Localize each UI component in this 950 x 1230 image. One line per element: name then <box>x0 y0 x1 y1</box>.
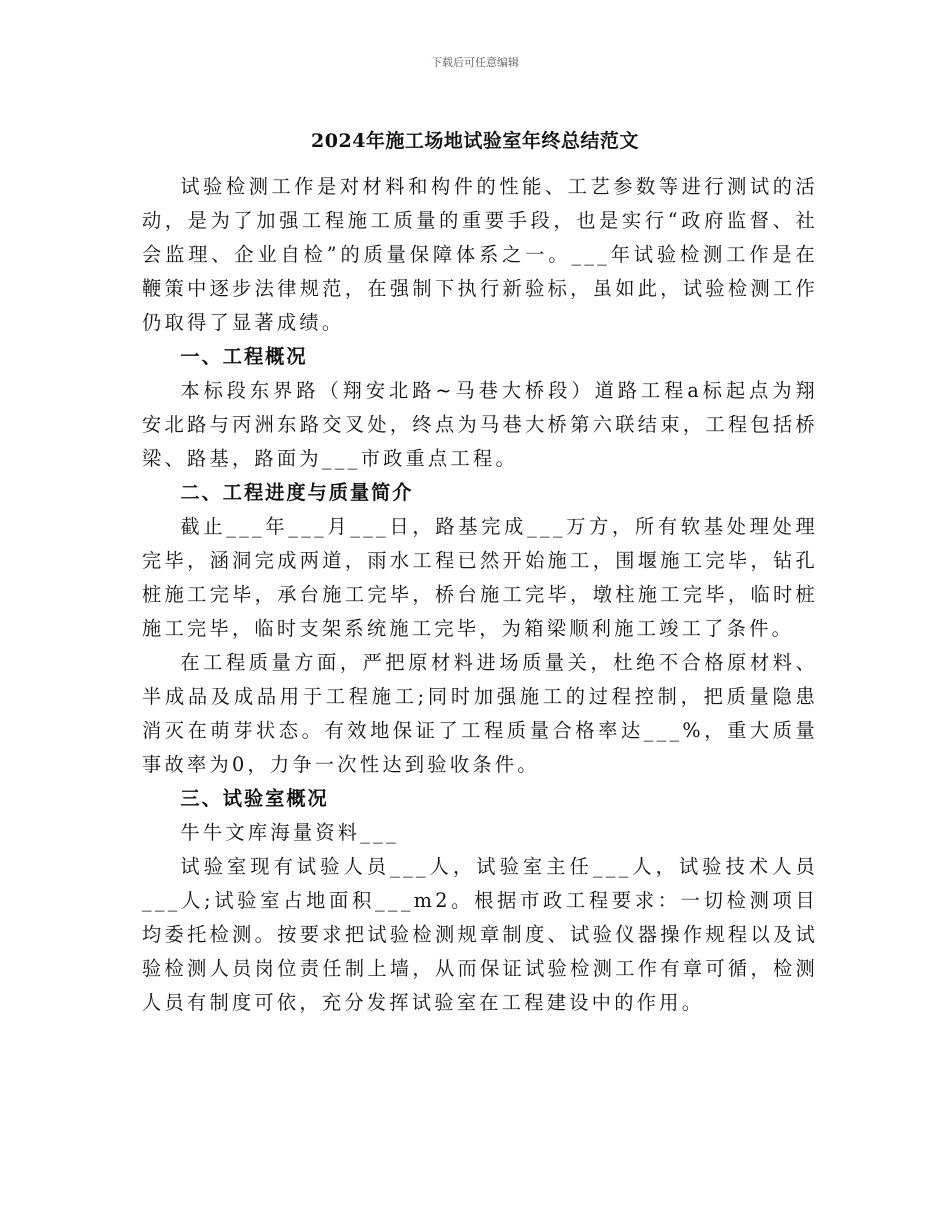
section1-paragraph: 本标段东界路（翔安北路~马巷大桥段）道路工程a标起点为翔安北路与丙洲东路交叉处，终点为马巷大桥第六联结束，工程包括桥梁、路基，路面为___市政重点工程。 <box>142 379 818 470</box>
header-note: 下载后可任意编辑 <box>431 56 519 69</box>
intro-paragraph: 试验检测工作是对材料和构件的性能、工艺参数等进行测试的活动，是为了加强工程施工质量的重要手段，也是实行“政府监督、社会监理、企业自检”的质量保障体系之一。___年试验检测工作是在鞭策中逐步法律规范，在强制下执行新验标，虽如此，试验检测工作仍取得了显著成绩。 <box>142 175 818 334</box>
section3-paragraph-1: 牛牛文库海量资料___ <box>180 821 399 844</box>
document-title: 2024年施工场地试验室年终总结范文 <box>311 130 639 152</box>
section2-paragraph-2: 在工程质量方面，严把原材料进场质量关，杜绝不合格原材料、半成品及成品用于工程施工;同时加强施工的过程控制，把质量隐患消灭在萌芽状态。有效地保证了工程质量合格率达___%，重大质量事故率为0，力争一次性达到验收条件。 <box>142 651 818 776</box>
section3-paragraph-2: 试验室现有试验人员___人，试验室主任___人，试验技术人员___人;试验室占地面积___m2。根据市政工程要求：一切检测项目均委托检测。按要求把试验检测规章制度、试验仪器操作规程以及试验检测人员岗位责任制上墙，从而保证试验检测工作有章可循，检测人员有制度可依，充分发挥试验室在工程建设中的作用。 <box>142 855 818 1014</box>
section2-heading: 二、工程进度与质量简介 <box>180 481 414 504</box>
document-body <box>142 170 818 1020</box>
section3-heading: 三、试验室概况 <box>180 787 329 810</box>
section2-paragraph-1: 截止___年___月___日，路基完成___万方，所有软基处理处理完毕，涵洞完成两道，雨水工程已然开始施工，围堰施工完毕，钻孔桩施工完毕，承台施工完毕，桥台施工完毕，墩柱施工完毕，临时桩施工完毕，临时支架系统施工完毕，为箱梁顺利施工竣工了条件。 <box>142 515 818 640</box>
section1-heading: 一、工程概况 <box>180 345 308 368</box>
